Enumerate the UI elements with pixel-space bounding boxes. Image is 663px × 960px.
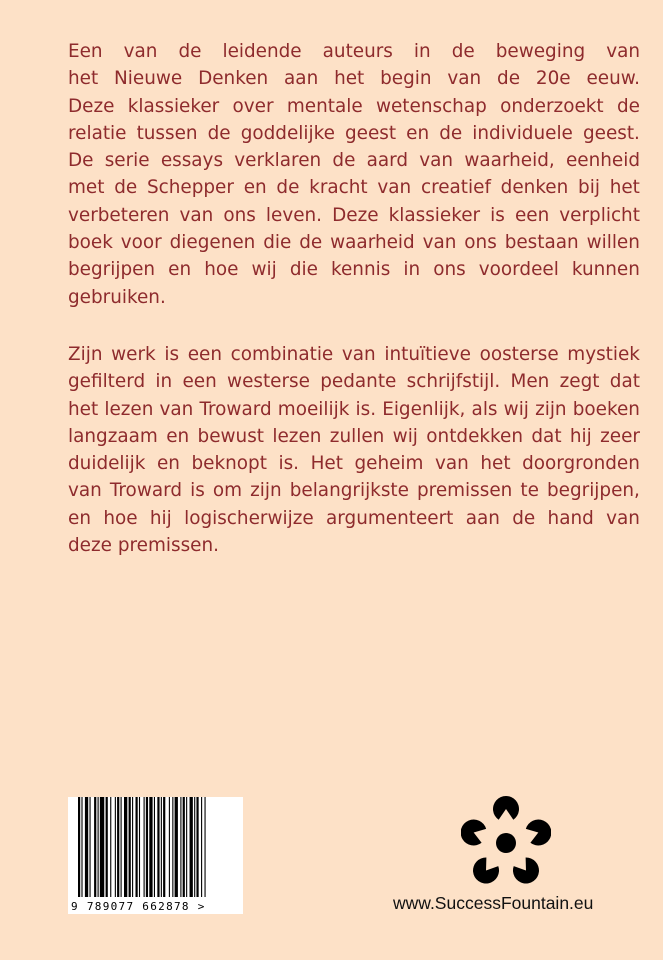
text-line: en hoe hij logischerwijze argumenteert aan de hand van	[68, 507, 640, 529]
barcode-bar	[149, 797, 152, 897]
text-line: het Nieuwe Denken aan het begin van de 20e eeuw.	[68, 68, 640, 90]
barcode-bar	[115, 797, 116, 897]
barcode-bar	[136, 797, 138, 897]
logo-petal	[493, 796, 519, 820]
barcode-bars	[72, 797, 237, 897]
barcode-bar	[100, 797, 104, 897]
description-paragraph-2	[68, 341, 640, 559]
barcode-bar	[94, 797, 96, 897]
barcode-bar	[81, 797, 82, 897]
publisher-url: www.SuccessFountain.eu	[393, 893, 594, 913]
success-fountain-logo-icon	[461, 796, 551, 886]
barcode-bar	[175, 797, 178, 897]
text-line: met de Schepper en de kracht van creatief denken bij het	[68, 177, 640, 199]
text-line: deze premissen.	[68, 535, 219, 557]
barcode-bar	[121, 797, 122, 897]
logo-petal	[513, 858, 539, 884]
text-line: De serie essays verklaren de aard van waarheid, eenheid	[68, 150, 640, 172]
barcode-bar	[78, 797, 80, 897]
barcode-bar	[201, 797, 202, 897]
text-line: van Troward is om zijn belangrijkste premissen te begrijpen,	[68, 480, 640, 502]
text-line: Zijn werk is een combinatie van intuïtieve oosterse mystiek	[68, 344, 640, 365]
text-line: Deze klassieker over mentale wetenschap onderzoekt de	[68, 95, 640, 117]
isbn-barcode	[68, 797, 243, 914]
text-line: Een van de leidende auteurs in de beweging van	[68, 41, 640, 62]
barcode-bar	[106, 797, 108, 897]
barcode-bar	[154, 797, 155, 897]
text-line: boek voor diegenen die de waarheid van ons bestaan willen	[68, 232, 640, 254]
barcode-bar	[163, 797, 165, 897]
barcode-bar	[169, 797, 170, 897]
barcode-bar	[172, 797, 173, 897]
text-line: langzaam en bewust lezen zullen wij ontdekken dat hij zeer	[68, 425, 640, 447]
description-paragraph-1	[68, 38, 640, 311]
barcode-bar	[196, 797, 198, 897]
text-line: relatie tussen de goddelijke geest en de individuele geest.	[68, 122, 640, 144]
barcode-bar	[194, 797, 195, 897]
barcode-bar	[132, 797, 133, 897]
text-line: gebruiken.	[68, 286, 166, 308]
barcode-bar	[180, 797, 181, 897]
text-line: begrijpen en hoe wij die kennis in ons voordeel kunnen	[68, 259, 640, 281]
barcode-bar	[129, 797, 131, 897]
barcode-bar	[205, 797, 206, 897]
text-line: gefilterd in een westerse pedante schrijfstijl. Men zegt dat	[68, 371, 640, 393]
barcode-bar	[186, 797, 187, 897]
barcode-bar	[124, 797, 127, 897]
barcode-bar	[90, 797, 91, 897]
barcode-bar	[144, 797, 145, 897]
logo-petal	[526, 819, 551, 845]
logo-petal	[473, 858, 499, 884]
logo-petal	[461, 819, 486, 845]
barcode-bar	[161, 797, 162, 897]
barcode-bar	[139, 797, 140, 897]
isbn-number: 9 789077 662878 >	[71, 900, 206, 913]
logo-center-dot	[496, 833, 516, 853]
text-line: duidelijk en beknopt is. Het geheim van het doorgronden	[68, 453, 640, 475]
barcode-bar	[98, 797, 99, 897]
barcode-bar	[183, 797, 185, 897]
barcode-bar	[85, 797, 88, 897]
text-line: verbeteren van ons leven. Deze klassieker is een verplicht	[68, 204, 640, 226]
text-line: het lezen van Troward moeilijk is. Eigenlijk, als wij zijn boeken	[68, 398, 640, 420]
barcode-bar	[190, 797, 193, 897]
barcode-bar	[146, 797, 148, 897]
barcode-bar	[117, 797, 119, 897]
barcode-bar	[157, 797, 159, 897]
barcode-bar	[110, 797, 111, 897]
